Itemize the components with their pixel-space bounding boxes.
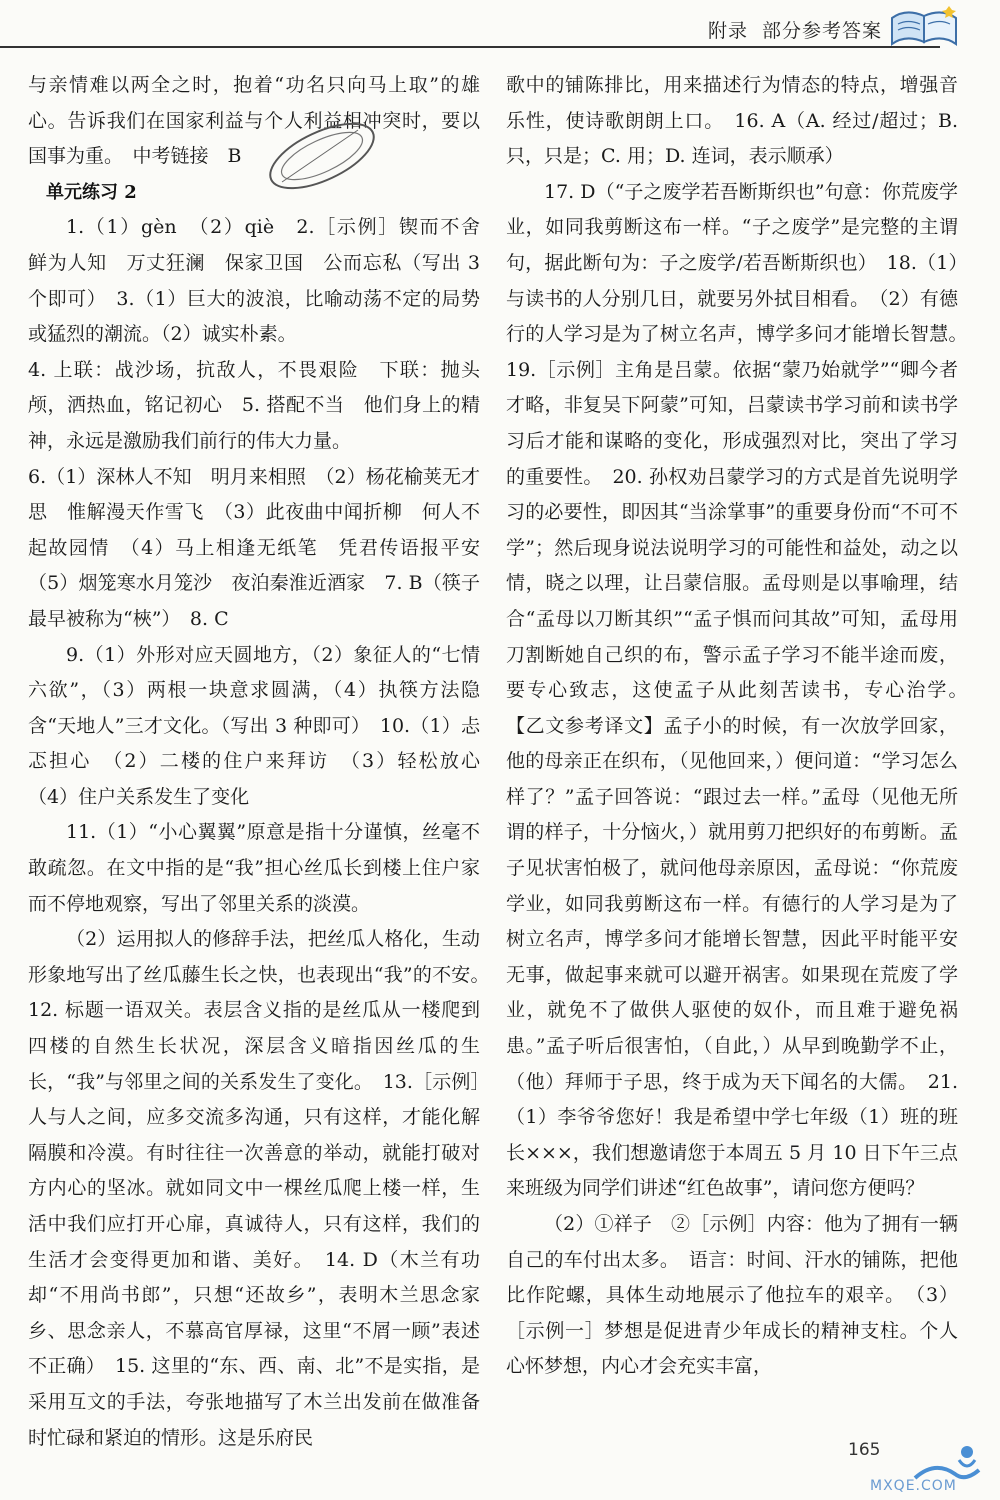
left-paragraph: 单元练习 2 — [28, 181, 137, 203]
open-book-icon — [886, 4, 964, 50]
left-paragraph: 9.（1）外形对应天圆地方，（2）象征人的“七情六欲”，（3）两根一块意求圆满，（4）执筷方法隐含“天地人”三才文化。（写出 3 种即可） 10.（1）忐忑担心 （2）二楼的住户来拜访 （3）轻松放心 （4）住户关系发生了变化 — [28, 643, 500, 808]
right-paragraph: 17. D（“子之废学若吾断斯织也”句意：你荒废学业，如同我剪断这布一样。“子之废学”是完整的主谓句，据此断句为：子之废学/若吾断斯织也） 18.（1）与读书的人分别几日，就要另外拭目相看。 （2）有德行的人学习是为了树立名声，博学多问才能增长智慧。 19.［示例］主角是吕蒙。依据“蒙乃始就学”“卿今者才略，非复吴下阿蒙”可知，吕蒙读书学习前和读书学习后才能和谋略的变化，形成强烈对比，突出了学习的重要性。 20. 孙权劝吕蒙学习的方式是首先说明学习的必要性，即因其“当涂掌事”的重要身份而“不可不学”；然后现身说法说明学习的可能性和益处，动之以情，晓之以理，让吕蒙信服。孟母则是以事喻理，结合“孟母以刀断其织”“孟子惧而问其故”可知，孟母用刀割断她自己织的布，警示孟子学习不能半途而废，要专心致志，这使孟子从此刻苦读书，专心治学。 【乙文参考译文】孟子小的时候，有一次放学回家，他的母亲正在织布，（见他回来，）便问道：“学习怎么样了？”孟子回答说：“跟过去一样。”孟母（见他无所谓的样子，十分恼火，）就用剪刀把织好的布剪断。孟子见状害怕极了，就问他母亲原因，孟母说：“你荒废学业，如同我剪断这布一样。有德行的人学习是为了树立名声，博学多问才能增长智慧，因此平时能平安无事，做起事来就可以避开祸害。如果现在荒废了学业，就免不了做供人驱使的奴仆，而且难于避免祸患。”孟子听后很害怕，（自此，）从早到晚勤学不止，（他）拜师于子思，终于成为天下闻名的大儒。 21.（1）李爷爷您好！我是希望中学七年级（1）班的班长×××，我们想邀请您于本周五 5 月 10 日下午三点来班级为同学们讲述“红色故事”，请问您方便吗？ — [506, 180, 978, 1200]
header-section-title: 部分参考答案 — [761, 20, 882, 42]
left-paragraph: 6.（1）深林人不知 明月来相照 （2）杨花榆荚无才思 惟解漫天作雪飞 （3）此夜曲中闻折柳 何人不起故园情 （4）马上相逢无纸笔 凭君传语报平安 （5）烟笼寒水月笼沙 夜泊秦淮近酒家 7. B（筷子最早被称为“梜”） 8. C — [28, 465, 500, 630]
page-number: 165 — [848, 1440, 881, 1460]
left-paragraph: 11.（1）“小心翼翼”原意是指十分谨慎，丝毫不敢疏忽。在文中指的是“我”担心丝瓜长到楼上住户家而不停地观察，写出了邻里关系的淡漠。 — [28, 821, 480, 915]
left-paragraph: （2）运用拟人的修辞手法，把丝瓜人格化，生动形象地写出了丝瓜藤生长之快，也表现出“我”的不安。 12. 标题一语双关。表层含义指的是丝瓜从一楼爬到四楼的自然生长状况，深层含义暗指因丝瓜的生长，“我”与邻里之间的关系发生了变化。 13.［示例］人与人之间，应多交流多沟通，只有这样，才能化解隔膜和冷漠。有时往往一次善意的举动，就能打破对方内心的坚冰。就如同文中一棵丝瓜爬上楼一样，生活中我们应打开心扉，真诚待人，只有这样，我们的生活才会变得更加和谐、美好。 14. D（木兰有功却“不用尚书郎”，只想“还故乡”，表明木兰思念家乡、思念亲人，不慕高官厚禄，这里“不屑一顾”表述不正确） 15. 这里的“东、西、南、北”不是实指，是采用互文的手法，夸张地描写了木兰出发前在做准备时忙碌和紧迫的情形。这是乐府民 — [28, 928, 500, 1449]
right-paragraph: 歌中的铺陈排比，用来描述行为情态的特点，增强音乐性，使诗歌朗朗上口。 16. A（A. 经过/超过；B. 只，只是；C. 用；D. 连词，表示顺承） — [506, 74, 958, 168]
right-paragraph: （2）①祥子 ②［示例］内容：他为了拥有一辆自己的车付出太多。 语言：时间、汗水的铺陈，把他比作陀螺，具体生动地展示了他拉车的艰辛。 （3）［示例一］梦想是促进青少年成长的精神支柱。个人心怀梦想，内心才会充实丰富， — [506, 1213, 958, 1378]
header-rule — [0, 46, 940, 48]
watermark-url: MXQE.COM — [870, 1478, 957, 1494]
right-column — [506, 68, 978, 1385]
zhongkao-link-stamp — [262, 112, 382, 200]
left-paragraph: 与亲情难以两全之时，抱着“功名只向马上取”的雄心。告诉我们在国家利益与个人利益相冲突时，要以国事为重。 中考链接 B — [28, 74, 480, 168]
page-header — [0, 0, 1000, 48]
left-paragraph: 4. 上联：战沙场，抗敌人，不畏艰险 下联：抛头颅，洒热血，铭记初心 5. 搭配不当 他们身上的精神，永远是激励我们前行的伟大力量。 — [28, 358, 480, 452]
left-paragraph: 1.（1）gèn （2）qiè 2.［示例］锲而不舍 鲜为人知 万丈狂澜 保家卫国 公而忘私（写出 3 个即可） 3.（1）巨大的波浪，比喻动荡不定的局势或猛烈的潮流。（2）诚实朴素。 — [28, 216, 500, 346]
header-appendix: 附录 — [707, 20, 748, 42]
left-column — [28, 68, 500, 1456]
header-title — [708, 16, 882, 43]
